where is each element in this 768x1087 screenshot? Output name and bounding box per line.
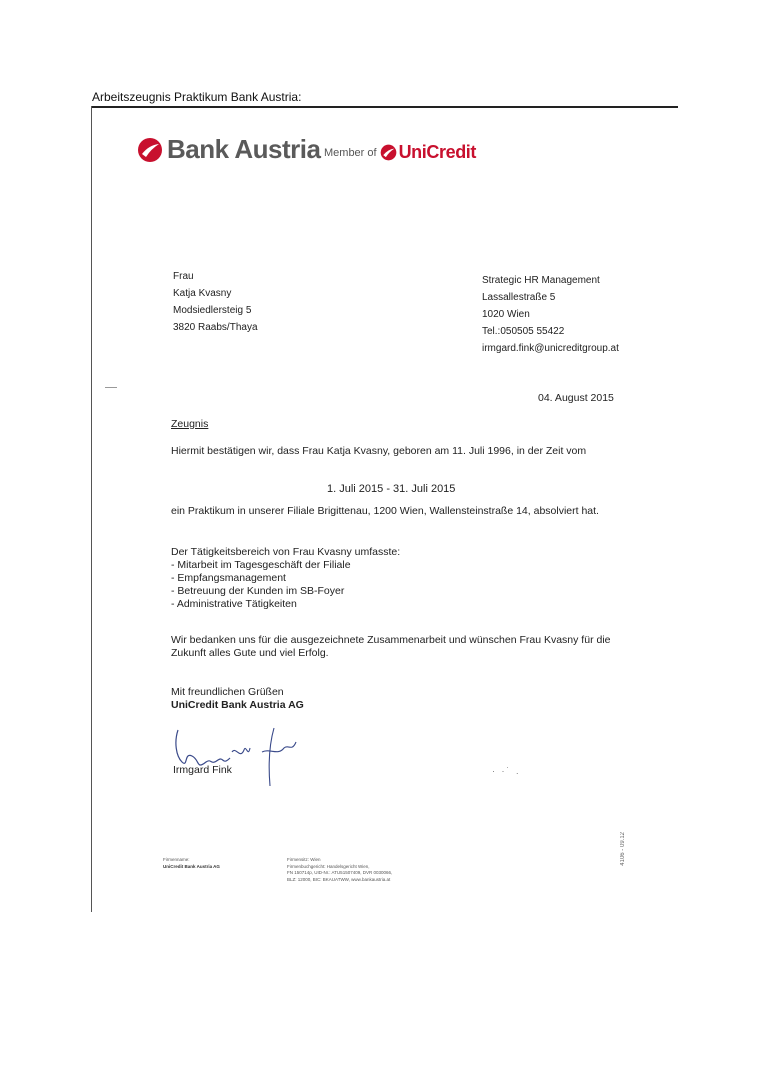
recipient-city: 3820 Raabs/Thaya (173, 322, 258, 333)
closing-company: UniCredit Bank Austria AG (171, 699, 304, 711)
unicredit-wordmark: UniCredit (398, 142, 476, 162)
bank-austria-wordmark: Bank Austria (167, 134, 321, 164)
sender-phone: Tel.:050505 55422 (482, 326, 565, 337)
unicredit-emblem-icon (380, 144, 397, 161)
tasks-intro: Der Tätigkeitsbereich von Frau Kvasny umfasste: (171, 546, 401, 558)
sender-city: 1020 Wien (482, 309, 530, 320)
footer-line: FN 150714p, UID-Nr.: ATU51507409, DVR 0030066, (287, 870, 393, 875)
task-item: - Administrative Tätigkeiten (171, 598, 297, 610)
internship-period: 1. Juli 2015 - 31. Juli 2015 (327, 483, 456, 495)
sender-address (482, 272, 619, 357)
footer-left (163, 857, 220, 870)
task-item: - Betreuung der Kunden im SB-Foyer (171, 585, 345, 597)
task-item: - Empfangsmanagement (171, 572, 286, 584)
footer-line: BLZ: 12000, BIC: BKAUATWW, www.bankaustria.at (287, 876, 391, 882)
intro-paragraph: Hiermit bestätigen wir, dass Frau Katja Kvasny, geboren am 11. Juli 1996, in der Zeit vom (171, 445, 587, 457)
recipient-street: Modsiedlersteig 5 (173, 305, 252, 316)
recipient-address (173, 268, 258, 336)
letter-date: 04. August 2015 (538, 392, 614, 404)
scan-left-edge (91, 106, 92, 912)
unicredit-emblem-icon (137, 137, 163, 163)
closing-block (171, 686, 304, 712)
letter-subject: Zeugnis (171, 418, 209, 430)
footer-company-name: UniCredit Bank Austria AG (163, 863, 220, 869)
thanks-paragraph: Wir bedanken uns für die ausgezeichnete Zusammenarbeit und wünschen Frau Kvasny für die Zukunft alles Gute und viel Erfolg. (171, 634, 611, 659)
form-code: 4106 - 09.12 (620, 832, 626, 866)
closing-greeting: Mit freundlichen Grüßen (171, 686, 284, 698)
sender-street: Lassallestraße 5 (482, 292, 556, 303)
recipient-name: Katja Kvasny (173, 288, 232, 299)
scan-artifact: · ·˙ . (492, 766, 521, 776)
handwritten-signature (170, 722, 300, 792)
footer-line: Firmenbuchgericht: Handelsgericht Wien, (287, 863, 370, 869)
scan-mark (105, 387, 117, 388)
task-item: - Mitarbeit im Tagesgeschäft der Filiale (171, 559, 351, 571)
sender-email: irmgard.fink@unicreditgroup.at (482, 343, 619, 354)
footer-line: Firmensitz: Wien (287, 857, 321, 862)
signer-name: Irmgard Fink (173, 764, 232, 776)
footer-right (287, 857, 392, 883)
page-heading: Arbeitszeugnis Praktikum Bank Austria: (92, 90, 302, 104)
top-divider (92, 106, 678, 108)
bank-austria-logo (137, 134, 320, 165)
member-of-label: Member of (324, 146, 377, 159)
footer-company-label: Firmenname: (163, 857, 190, 862)
recipient-salutation: Frau (173, 271, 194, 282)
unicredit-logo (324, 142, 476, 163)
sender-department: Strategic HR Management (482, 275, 600, 286)
internship-paragraph: ein Praktikum in unserer Filiale Brigittenau, 1200 Wien, Wallensteinstraße 14, absolviert hat. (171, 505, 599, 517)
